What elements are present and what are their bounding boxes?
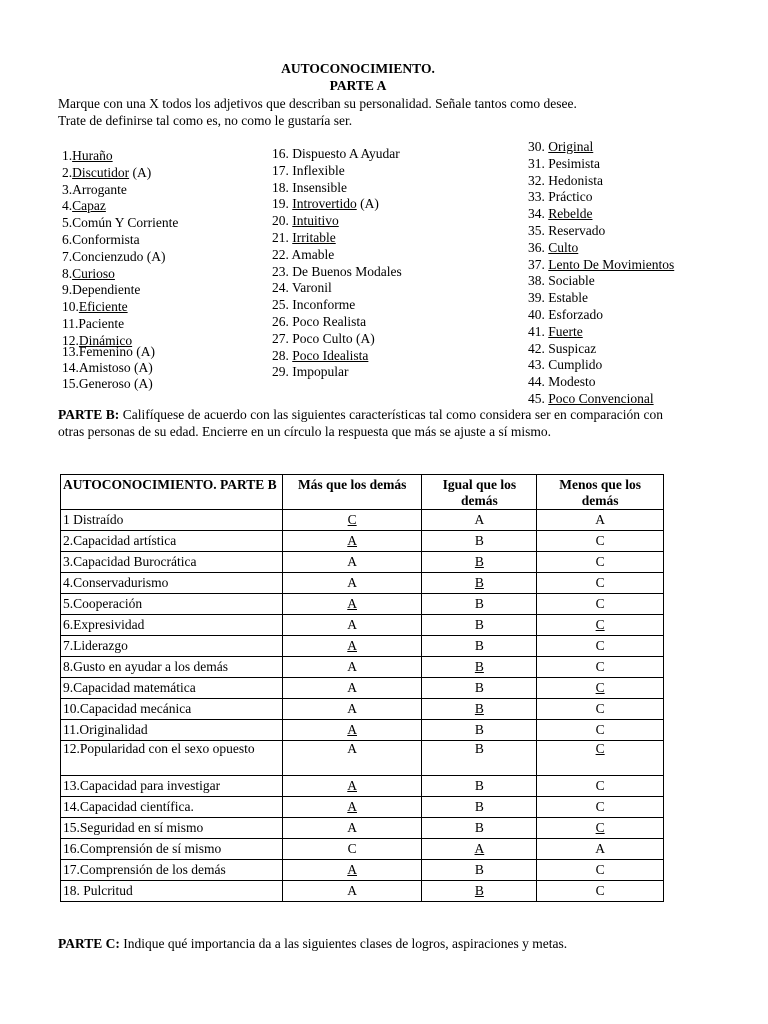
adjective-word: Esforzado: [548, 306, 603, 322]
adjective-number: 30.: [528, 139, 549, 154]
header-equal: Igual que los demás: [422, 475, 537, 510]
rating-option: B: [474, 638, 484, 653]
rating-option: A: [347, 778, 358, 793]
rating-option: C: [595, 820, 605, 835]
part-a-instruction-2: Trate de definirse tal como es, no como le gustaría ser.: [58, 113, 353, 128]
rating-option: B: [474, 883, 484, 898]
rating-cell[interactable]: [537, 510, 664, 531]
rating-option: B: [474, 778, 484, 793]
rating-option: B: [474, 533, 484, 548]
adjective-number: 29.: [272, 364, 293, 380]
adjective-item: [272, 230, 402, 247]
characteristic-label: 10.Capacidad mecánica: [61, 699, 283, 720]
table-header-row: [61, 475, 664, 510]
rating-cell[interactable]: [537, 552, 664, 573]
rating-option: C: [595, 575, 605, 590]
adjective-number: 7.: [62, 248, 73, 264]
adjective-item: [528, 357, 674, 374]
characteristic-label: 9.Capacidad matemática: [61, 678, 283, 699]
adjective-number: 2.: [62, 164, 73, 180]
rating-cell[interactable]: [537, 776, 664, 797]
adjective-item: [62, 266, 178, 283]
adjective-column-2: [272, 146, 402, 381]
rating-cell[interactable]: [282, 776, 422, 797]
part-c-label: PARTE C:: [58, 936, 120, 951]
rating-cell[interactable]: [422, 818, 537, 839]
adjective-item: [272, 348, 402, 365]
adjective-item: [528, 206, 674, 223]
rating-option: A: [347, 617, 358, 632]
adjective-word: Discutidor: [72, 164, 130, 180]
adjective-item: [62, 282, 178, 299]
characteristic-label: 11.Originalidad: [61, 720, 283, 741]
rating-cell[interactable]: [282, 636, 422, 657]
rating-cell[interactable]: [282, 594, 422, 615]
rating-option: B: [474, 554, 484, 569]
adjective-item: [272, 213, 402, 230]
rating-cell[interactable]: [422, 594, 537, 615]
adjective-item: [62, 360, 155, 376]
adjective-item: [528, 374, 674, 391]
table-row: [61, 860, 664, 881]
rating-option: C: [595, 778, 605, 793]
rating-option: A: [347, 533, 358, 548]
adjective-item: [62, 344, 155, 360]
adjective-word: Pesimista: [548, 155, 601, 171]
rating-option: B: [474, 596, 484, 611]
rating-cell[interactable]: [422, 741, 537, 776]
table-row: [61, 573, 664, 594]
table-row: [61, 839, 664, 860]
adjective-number: 33.: [528, 189, 549, 205]
adjective-number: 42.: [528, 340, 549, 356]
adjective-number: 21.: [272, 229, 293, 245]
rating-cell[interactable]: [422, 552, 537, 573]
part-c-instructions: [58, 936, 698, 952]
rating-cell[interactable]: [422, 678, 537, 699]
rating-option: A: [347, 820, 358, 835]
rating-cell[interactable]: [422, 797, 537, 818]
rating-cell[interactable]: [282, 818, 422, 839]
adjective-number: 5.: [62, 215, 73, 231]
adjective-number: 27.: [272, 330, 293, 346]
rating-option: A: [595, 841, 605, 856]
characteristic-label: 3.Capacidad Burocrática: [61, 552, 283, 573]
adjective-item: [528, 273, 674, 290]
rating-option: C: [595, 741, 605, 756]
adjective-word: Sociable: [548, 273, 595, 289]
rating-cell[interactable]: [537, 797, 664, 818]
adjective-word: Hedonista: [548, 172, 603, 188]
adjective-word: Generoso (A): [78, 376, 153, 391]
adjective-number: 22.: [272, 246, 292, 262]
table-row: [61, 510, 664, 531]
rating-option: A: [347, 659, 358, 674]
rating-option: C: [595, 722, 605, 737]
rating-option: C: [595, 554, 605, 569]
adjective-number: 41.: [528, 323, 549, 339]
adjective-word: Inconforme: [292, 297, 356, 313]
table-row: [61, 776, 664, 797]
adjective-word: Paciente: [78, 315, 125, 331]
adjective-item: [528, 240, 674, 257]
adjective-number: 14.: [62, 360, 79, 375]
adjective-number: 43.: [528, 357, 549, 373]
adjective-number: 28.: [272, 347, 293, 363]
self-rating-table: [60, 474, 664, 902]
table-row: [61, 741, 664, 776]
rating-cell[interactable]: [422, 881, 537, 902]
rating-option: C: [347, 512, 357, 527]
rating-cell[interactable]: [537, 636, 664, 657]
rating-option: B: [474, 820, 484, 835]
rating-cell[interactable]: [422, 860, 537, 881]
characteristic-label: 8.Gusto en ayudar a los demás: [61, 657, 283, 678]
rating-cell[interactable]: [282, 615, 422, 636]
adjective-item: [528, 307, 674, 324]
adjective-word: Curioso: [72, 265, 115, 281]
rating-option: C: [595, 638, 605, 653]
document-title: AUTOCONOCIMIENTO.: [281, 61, 435, 76]
rating-option: A: [347, 680, 358, 695]
adjective-suffix: (A): [129, 164, 152, 180]
rating-cell[interactable]: [537, 615, 664, 636]
adjective-number: 32.: [528, 172, 549, 188]
adjective-word: De Buenos Modales: [292, 263, 402, 279]
adjective-word: Capaz: [72, 198, 106, 214]
rating-cell[interactable]: [537, 531, 664, 552]
rating-cell[interactable]: [282, 573, 422, 594]
rating-cell[interactable]: [422, 776, 537, 797]
rating-cell[interactable]: [282, 839, 422, 860]
adjective-word: Varonil: [292, 280, 332, 296]
adjective-number: 16.: [272, 146, 293, 161]
adjective-word: Común Y Corriente: [72, 215, 179, 231]
rating-option: B: [474, 617, 484, 632]
rating-option: A: [347, 596, 358, 611]
adjective-word: Arrogante: [72, 181, 127, 197]
adjective-word: Suspicaz: [548, 340, 597, 356]
adjective-word: Rebelde: [548, 206, 593, 222]
adjective-word: Poco Idealista: [292, 347, 369, 363]
adjective-suffix: (A): [356, 196, 379, 212]
rating-option: C: [347, 841, 357, 856]
adjective-number: 12.: [62, 332, 79, 348]
adjective-item: [272, 247, 402, 264]
adjective-number: 19.: [272, 196, 293, 212]
adjective-item: [272, 280, 402, 297]
rating-cell[interactable]: [282, 881, 422, 902]
adjective-item: [272, 180, 402, 197]
adjective-number: 18.: [272, 179, 293, 195]
adjective-number: 39.: [528, 290, 549, 306]
adjective-number: 40.: [528, 306, 549, 322]
rating-option: B: [474, 799, 484, 814]
adjective-item: [62, 316, 178, 333]
adjective-word: Amable: [291, 246, 335, 262]
rating-option: A: [347, 799, 358, 814]
rating-option: A: [347, 575, 358, 590]
adjective-word: Conformista: [72, 231, 140, 247]
table-row: [61, 797, 664, 818]
part-a-instruction-1: Marque con una X todos los adjetivos que describan su personalidad. Señale tantos como desee.: [58, 96, 577, 111]
table-row: [61, 678, 664, 699]
adjective-word: Introvertido: [292, 196, 357, 212]
rating-cell[interactable]: [537, 720, 664, 741]
rating-option: B: [474, 862, 484, 877]
table-row: [61, 552, 664, 573]
table-row: [61, 881, 664, 902]
adjective-item: [272, 146, 402, 163]
rating-cell[interactable]: [537, 818, 664, 839]
characteristic-label: 7.Liderazgo: [61, 636, 283, 657]
adjective-item: [62, 198, 178, 215]
adjective-word: Modesto: [548, 374, 596, 390]
rating-option: A: [474, 512, 485, 527]
adjective-number: 38.: [528, 273, 549, 289]
adjective-item: [528, 139, 674, 156]
adjective-number: 11.: [62, 315, 79, 331]
adjective-item: [62, 215, 178, 232]
rating-option: B: [474, 659, 484, 674]
adjective-word: Culto: [548, 239, 579, 255]
rating-cell[interactable]: [282, 860, 422, 881]
adjective-word: Insensible: [292, 179, 347, 195]
table-row: [61, 657, 664, 678]
rating-option: C: [595, 799, 605, 814]
table-row: [61, 615, 664, 636]
adjective-item: [528, 290, 674, 307]
rating-cell[interactable]: [422, 657, 537, 678]
adjective-number: 3.: [62, 181, 73, 197]
characteristic-label: 1 Distraído: [61, 510, 283, 531]
rating-cell[interactable]: [422, 615, 537, 636]
rating-cell[interactable]: [537, 573, 664, 594]
part-b-text: Califíquese de acuerdo con las siguientes características tal como considera ser en comparación con otras personas de su edad. Encierre en un círculo la respuesta que más se ajuste a sí mismo.: [58, 407, 663, 439]
rating-option: A: [347, 741, 358, 756]
adjective-number: 6.: [62, 231, 73, 247]
characteristic-label: 2.Capacidad artística: [61, 531, 283, 552]
adjective-number: 10.: [62, 299, 79, 315]
adjective-number: 37.: [528, 256, 549, 272]
adjective-item: [528, 223, 674, 240]
rating-cell[interactable]: [282, 510, 422, 531]
adjective-item: [62, 232, 178, 249]
adjective-word: Amistoso (A): [78, 360, 153, 375]
adjective-number: 34.: [528, 206, 549, 222]
rating-option: B: [474, 722, 484, 737]
rating-option: C: [595, 862, 605, 877]
rating-cell[interactable]: [422, 720, 537, 741]
adjective-item: [62, 249, 178, 266]
rating-option: C: [595, 701, 605, 716]
adjective-item: [62, 182, 178, 199]
table-row: [61, 594, 664, 615]
adjective-number: 35.: [528, 222, 549, 238]
adjective-number: 1.: [62, 148, 73, 163]
adjective-word: Inflexible: [292, 162, 345, 178]
table-row: [61, 720, 664, 741]
rating-option: C: [595, 533, 605, 548]
adjective-number: 26.: [272, 313, 293, 329]
adjective-word: Dispuesto A Ayudar: [292, 146, 400, 161]
rating-cell[interactable]: [537, 860, 664, 881]
rating-option: A: [347, 883, 358, 898]
adjective-item: [528, 156, 674, 173]
adjective-item: [528, 173, 674, 190]
rating-cell[interactable]: [422, 636, 537, 657]
adjective-number: 9.: [62, 282, 73, 298]
rating-cell[interactable]: [537, 699, 664, 720]
rating-option: A: [347, 701, 358, 716]
adjective-item: [528, 341, 674, 358]
adjective-word: Cumplido: [548, 357, 603, 373]
rating-cell[interactable]: [537, 839, 664, 860]
adjective-number: 44.: [528, 374, 549, 390]
rating-option: A: [595, 512, 605, 527]
adjective-word: Impopular: [292, 364, 349, 380]
adjective-number: 15.: [62, 376, 79, 391]
adjective-item: [272, 196, 402, 213]
part-b-instructions: [58, 406, 663, 440]
adjective-number: 8.: [62, 265, 73, 281]
rating-option: A: [347, 554, 358, 569]
rating-cell[interactable]: [537, 678, 664, 699]
rating-cell[interactable]: [422, 510, 537, 531]
rating-option: A: [347, 638, 358, 653]
adjective-number: 45.: [528, 390, 549, 406]
adjective-number: 24.: [272, 280, 293, 296]
adjective-number: 25.: [272, 297, 293, 313]
adjective-item: [272, 364, 402, 381]
table-row: [61, 531, 664, 552]
adjective-item: [62, 299, 178, 316]
adjective-word: Estable: [548, 290, 588, 306]
rating-cell[interactable]: [282, 657, 422, 678]
adjective-column-1b: [62, 344, 155, 392]
adjective-number: 31.: [528, 155, 549, 171]
adjective-word: Fuerte: [548, 323, 583, 339]
adjective-column-3: [528, 139, 674, 408]
rating-option: B: [474, 575, 484, 590]
rating-option: C: [595, 596, 605, 611]
characteristic-label: 13.Capacidad para investigar: [61, 776, 283, 797]
adjective-item: [528, 189, 674, 206]
adjective-number: 13.: [62, 344, 79, 359]
part-a-heading: PARTE A: [329, 78, 387, 93]
characteristic-label: 16.Comprensión de sí mismo: [61, 839, 283, 860]
adjective-word: Concienzudo (A): [72, 248, 166, 264]
rating-cell[interactable]: [282, 797, 422, 818]
rating-cell[interactable]: [537, 741, 664, 776]
rating-option: C: [595, 680, 605, 695]
adjective-number: 17.: [272, 162, 293, 178]
rating-cell[interactable]: [537, 594, 664, 615]
rating-cell[interactable]: [282, 552, 422, 573]
adjective-word: Poco Realista: [292, 313, 367, 329]
adjective-column-1: [62, 148, 178, 350]
rating-cell[interactable]: [282, 531, 422, 552]
adjective-item: [528, 324, 674, 341]
adjective-item: [62, 376, 155, 392]
table-row: [61, 818, 664, 839]
adjective-number: 23.: [272, 263, 293, 279]
characteristic-label: 5.Cooperación: [61, 594, 283, 615]
adjective-word: Huraño: [72, 148, 113, 163]
adjective-word: Original: [548, 139, 594, 154]
adjective-word: Femenino (A): [78, 344, 155, 359]
adjective-word: Poco Convencional: [548, 390, 654, 406]
rating-option: C: [595, 883, 605, 898]
adjective-number: 4.: [62, 198, 73, 214]
rating-cell[interactable]: [422, 839, 537, 860]
header-less: Menos que los demás: [537, 475, 664, 510]
adjective-number: 36.: [528, 239, 549, 255]
header-more: Más que los demás: [282, 475, 422, 510]
rating-option: A: [347, 722, 358, 737]
rating-cell[interactable]: [537, 881, 664, 902]
characteristic-label: 17.Comprensión de los demás: [61, 860, 283, 881]
adjective-item: [272, 297, 402, 314]
rating-option: B: [474, 701, 484, 716]
table-row: [61, 636, 664, 657]
adjective-word: Lento De Movimientos: [548, 256, 675, 272]
rating-option: A: [474, 841, 485, 856]
adjective-item: [272, 163, 402, 180]
rating-cell[interactable]: [422, 699, 537, 720]
adjective-item: [272, 314, 402, 331]
rating-option: C: [595, 617, 605, 632]
table-row: [61, 699, 664, 720]
adjective-word: Reservado: [548, 222, 606, 238]
adjective-word: Eficiente: [78, 299, 128, 315]
adjective-item: [62, 165, 178, 182]
rating-cell[interactable]: [422, 531, 537, 552]
characteristic-label: 18. Pulcritud: [61, 881, 283, 902]
rating-cell[interactable]: [282, 678, 422, 699]
rating-cell[interactable]: [422, 573, 537, 594]
adjective-item: [272, 264, 402, 281]
rating-cell[interactable]: [537, 657, 664, 678]
characteristic-label: 12.Popularidad con el sexo opuesto: [61, 741, 283, 776]
adjective-word: Dependiente: [72, 282, 141, 298]
adjective-item: [528, 257, 674, 274]
rating-option: B: [474, 680, 484, 695]
rating-cell[interactable]: [282, 699, 422, 720]
characteristic-label: 6.Expresividad: [61, 615, 283, 636]
adjective-word: Irritable: [292, 229, 336, 245]
rating-option: A: [347, 862, 358, 877]
rating-option: B: [474, 741, 484, 756]
part-c-text: Indique qué importancia da a las siguientes clases de logros, aspiraciones y metas.: [119, 936, 568, 951]
adjective-item: [272, 331, 402, 348]
adjective-word: Práctico: [548, 189, 593, 205]
part-b-label: PARTE B:: [58, 407, 120, 422]
adjective-word: Intuitivo: [292, 213, 339, 229]
characteristic-label: 4.Conservadurismo: [61, 573, 283, 594]
characteristic-label: 15.Seguridad en sí mismo: [61, 818, 283, 839]
header-characteristic: AUTOCONOCIMIENTO. PARTE B: [61, 475, 283, 510]
adjective-item: [62, 148, 178, 165]
adjective-word: Poco Culto (A): [292, 330, 375, 346]
adjective-number: 20.: [272, 213, 293, 229]
rating-cell[interactable]: [282, 741, 422, 776]
adjective-word: Dinámico: [78, 332, 133, 348]
rating-cell[interactable]: [282, 720, 422, 741]
rating-option: C: [595, 659, 605, 674]
characteristic-label: 14.Capacidad científica.: [61, 797, 283, 818]
